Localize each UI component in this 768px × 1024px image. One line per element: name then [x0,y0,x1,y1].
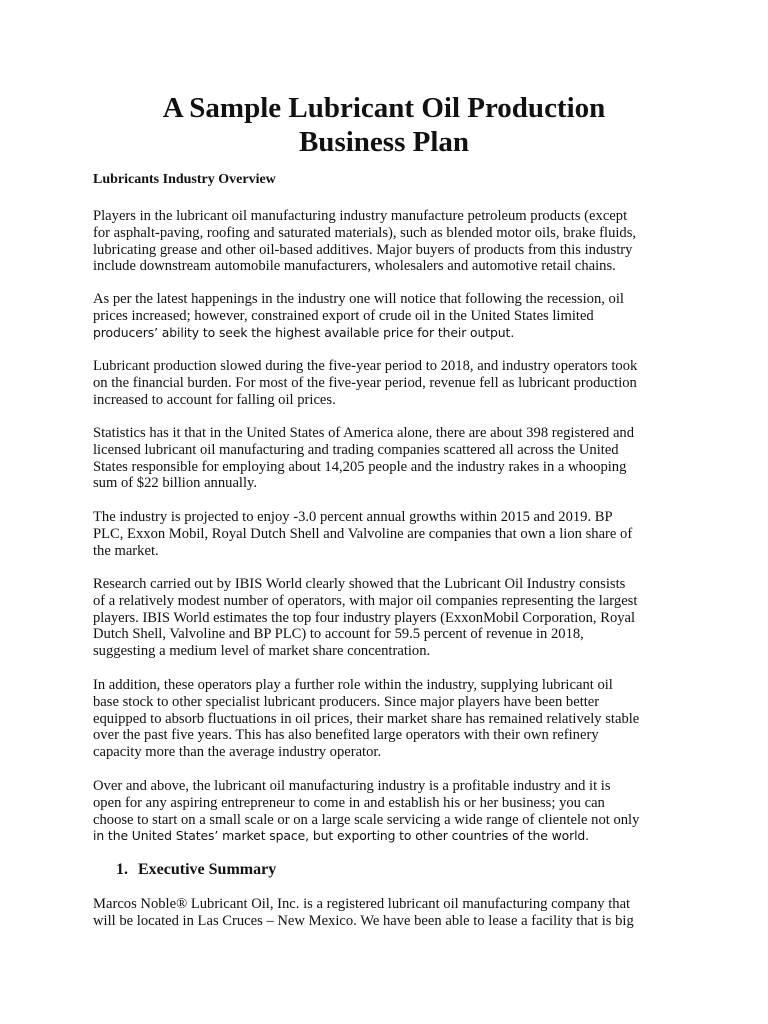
paragraph-line: over the past five years. This has also benefited large operators with their own refinery [93,727,599,744]
section-number: 1. [116,861,128,878]
paragraph-line: players. IBIS World estimates the top four industry players (ExxonMobil Corporation, Royal [93,609,636,626]
paragraph-production-slowed [93,358,683,408]
paragraph-line: choose to start on a small scale or on a large scale servicing a wide range of clientele not only [93,811,640,828]
paragraph-line: of a relatively modest number of operators, with major oil companies representing the largest [93,592,638,609]
paragraph-research [93,576,683,660]
paragraph-line: Lubricant production slowed during the five-year period to 2018, and industry operators took [93,358,638,374]
paragraph-line: licensed lubricant oil manufacturing and trading companies scattered all across the United [93,441,619,458]
paragraph-line: suggesting a medium level of market share concentration. [93,643,431,660]
paragraph-industry-products [93,208,683,275]
paragraph-line: Players in the lubricant oil manufacturing industry manufacture petroleum products (except [93,208,628,224]
paragraph-line: Research carried out by IBIS World clearly showed that the Lubricant Oil Industry consists [93,576,626,592]
paragraph-profitable-industry [93,778,683,845]
paragraph-operators-role [93,677,683,761]
paragraph-line: Over and above, the lubricant oil manufacturing industry is a profitable industry and it is [93,778,611,794]
document-title-line-1: A Sample Lubricant Oil Production [162,92,606,124]
section-title-text: Executive Summary [138,861,277,878]
paragraph-projection [93,509,683,559]
paragraph-line: Statistics has it that in the United States of America alone, there are about 398 registered and [93,425,635,441]
paragraph-line: will be located in Las Cruces – New Mexico. We have been able to lease a facility that is big [93,912,634,929]
paragraph-line: As per the latest happenings in the industry one will notice that following the recession, oil [93,291,624,307]
paragraph-line: States responsible for employing about 14,205 people and the industry rakes in a whooping [93,458,627,475]
paragraph-statistics [93,425,683,492]
paragraph-line: Marcos Noble® Lubricant Oil, Inc. is a registered lubricant oil manufacturing company that [93,896,631,912]
paragraph-line: base stock to other specialist lubricant producers. Since major players have been better [93,693,600,710]
paragraph-line: for asphalt-paving, roofing and saturated materials), such as blended motor oils, brake fluids, [93,224,637,241]
paragraph-line: equipped to absorb fluctuations in oil prices, their market share has remained relatively stable [93,710,640,727]
paragraph-line: in the United States’ market space, but exporting to other countries of the world. [93,828,590,844]
section-subheading: Lubricants Industry Overview [93,172,276,187]
document-title-line-2: Business Plan [298,126,470,158]
paragraph-executive-summary [93,896,683,930]
paragraph-recession [93,291,683,341]
paragraph-line: Dutch Shell, Valvoline and BP PLC) to account for 59.5 percent of revenue in 2018, [93,626,584,643]
paragraph-line: capacity more than the average industry operator. [93,744,382,761]
paragraph-line: PLC, Exxon Mobil, Royal Dutch Shell and Valvoline are companies that own a lion share of [93,525,633,542]
paragraph-line: prices increased; however, constrained export of crude oil in the United States limited [93,307,594,324]
paragraph-line: the market. [93,542,159,559]
paragraph-line: In addition, these operators play a further role within the industry, supplying lubricant oil [93,677,613,693]
paragraph-line: on the financial burden. For most of the five-year period, revenue fell as lubricant production [93,374,637,391]
section-heading-executive-summary [116,861,276,879]
paragraph-line: The industry is projected to enjoy -3.0 percent annual growths within 2015 and 2019. BP [93,509,613,525]
paragraph-line: sum of $22 billion annually. [93,475,258,492]
paragraph-line: lubricating grease and other oil-based additives. Major buyers of products from this industry [93,241,633,258]
paragraph-line: increased to account for falling oil prices. [93,391,336,408]
paragraph-line: open for any aspiring entrepreneur to come in and establish his or her business; you can [93,794,605,811]
paragraph-line: include downstream automobile manufacturers, wholesalers and automotive retail chains. [93,258,616,275]
paragraph-line: producers’ ability to seek the highest available price for their output. [93,324,515,340]
